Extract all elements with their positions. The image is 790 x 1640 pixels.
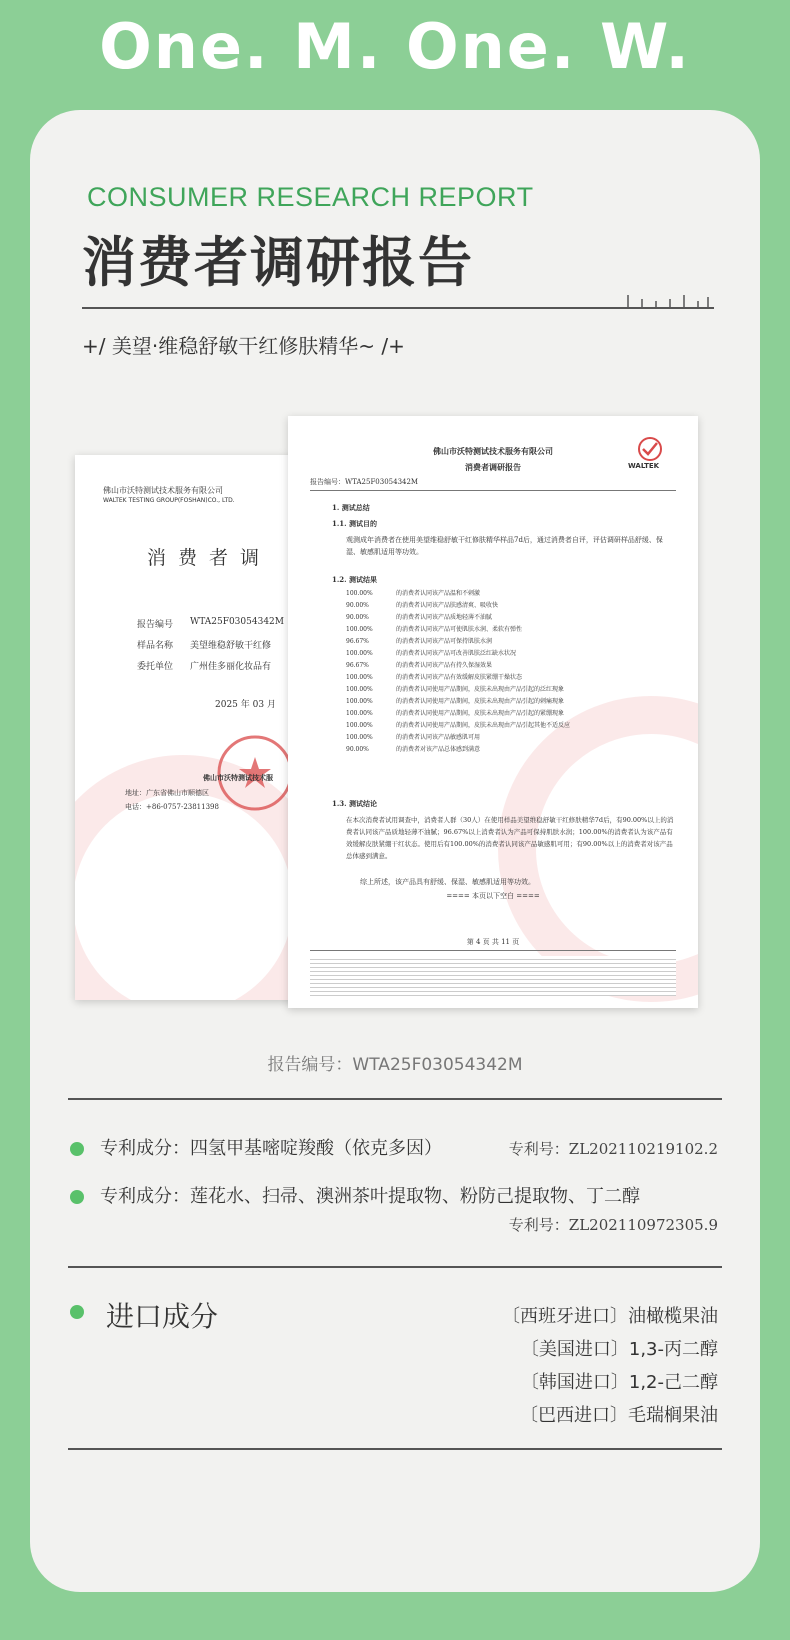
cover-sample-value: 美望维稳舒敏干红修 [190, 641, 272, 651]
results-list [346, 588, 676, 756]
cover-sample-label: 样品名称 [137, 641, 174, 651]
divider-2 [68, 1266, 722, 1268]
english-title: CONSUMER RESEARCH REPORT [87, 182, 534, 212]
import-item: 〔韩国进口〕1,2-己二醇 [520, 1372, 718, 1393]
cover-company-en: WALTEK TESTING GROUP(FOSHAN)CO., LTD. [103, 497, 235, 504]
results-report-no: 报告编号：WTA25F03054342M [310, 478, 419, 486]
import-item: 〔巴西进口〕毛瑞榈果油 [520, 1405, 718, 1426]
cover-stamp-text: 佛山市沃特测试技术服 [203, 773, 273, 782]
title-divider [82, 307, 714, 309]
content-card [30, 110, 760, 1592]
waltek-logo-icon [634, 436, 666, 462]
bullet-dot-icon [70, 1142, 84, 1156]
cover-date: 2025 年 03 月 [215, 700, 276, 710]
patent-ingredient-1: 专利成分：四氢甲基嘧啶羧酸（依克多因） [100, 1138, 442, 1159]
result-row: 100.00% 的消费者认同该产品可使肌肤水润、柔软有弹性 [346, 626, 523, 633]
result-row: 100.00% 的消费者认同该产品可改善肌肤泛红缺水状况 [346, 650, 517, 657]
section-1-1: 1.1. 测试目的 [332, 519, 378, 528]
footer-fine-print [310, 956, 676, 996]
page-number: 第 4 页 共 11 页 [466, 938, 520, 946]
summary-text: 综上所述，该产品具有舒缓、保湿、敏感肌适用等功效。 [360, 878, 535, 886]
section-1-3: 1.3. 测试结论 [332, 799, 378, 808]
result-row: 90.00% 的消费者对该产品总体感到满意 [346, 746, 481, 753]
patent-ingredient-2: 专利成分：莲花水、扫帚、澳洲茶叶提取物、粉防己提取物、丁二醇 [100, 1186, 640, 1207]
waltek-logo-text: WALTEK [628, 462, 660, 470]
cover-phone: 电话：+86-0757-23811398 [125, 803, 219, 811]
cover-title: 消费者调 [147, 547, 272, 569]
result-row: 100.00% 的消费者认同使用产品期间，皮肤未出现由产品引起的刺痛现象 [346, 698, 565, 705]
section-1-2: 1.2. 测试结果 [332, 575, 378, 584]
result-row: 100.00% 的消费者认同该产品有效缓解皮肤紧绷干燥状态 [346, 674, 523, 681]
report-cover-page [75, 455, 295, 1000]
end-marker: ==== 本页以下空白 ==== [446, 892, 540, 900]
patent-number-2: 专利号：ZL202110972305.9 [508, 1216, 718, 1234]
result-row: 100.00% 的消费者认同该产品温和不刺激 [346, 590, 481, 597]
purpose-text: 观测成年消费者在使用美望维稳舒敏干红修肤精华样品7d后，通过消费者自评，评估调研样品舒缓、保湿、敏感肌适用等功效。 [346, 536, 663, 556]
import-ingredients-title: 进口成分 [106, 1300, 219, 1333]
import-item: 〔美国进口〕1,3-丙二醇 [520, 1339, 718, 1360]
ruler-ticks-icon [626, 295, 710, 307]
product-name: +/ 美望·维稳舒敏干红修肤精华~ /+ [82, 334, 405, 358]
cover-report-no-label: 报告编号 [137, 620, 174, 630]
results-doc-title: 消费者调研报告 [465, 462, 521, 472]
patent-number-1: 专利号：ZL202110219102.2 [508, 1140, 718, 1158]
cover-company-cn: 佛山市沃特测试技术服务有限公司 [103, 486, 223, 495]
cover-report-no-value: WTA25F03054342M [190, 617, 284, 627]
bullet-dot-icon [70, 1190, 84, 1204]
cover-address: 地址：广东省佛山市顺德区 [125, 789, 209, 797]
report-results-page [288, 416, 698, 1008]
bullet-dot-icon [70, 1305, 84, 1319]
cover-client-value: 广州佳多丽化妆品有 [190, 662, 272, 672]
report-number-caption: 报告编号：WTA25F03054342M [267, 1055, 523, 1075]
cover-client-label: 委托单位 [137, 662, 174, 672]
results-header-rule [310, 490, 676, 491]
result-row: 96.67% 的消费者认同该产品有持久保湿效果 [346, 662, 493, 669]
conclusion-text: 在本次消费者试用调查中，消费者人群（30人）在使用样品美望维稳舒敏干红修肤精华7d后，有90.00%以上的消费者认同该产品质地轻薄不油腻；96.67%以上消费者认为产品可保持肌肤水润；100.00%的消费者认为该产品有效缓解皮肤紧绷干红状态。使用后有100.00%的消费者认同该产品敏感肌可用；有90.00%以上的消费者对该产品总体感到满意。 [346, 816, 674, 860]
divider-1 [68, 1098, 722, 1100]
brand-logo: One. M. One. W. [99, 10, 691, 83]
result-row: 100.00% 的消费者认同使用产品期间，皮肤未出现由产品引起的紧绷现象 [346, 710, 565, 717]
import-item: 〔西班牙进口〕油橄榄果油 [502, 1306, 718, 1327]
result-row: 96.67% 的消费者认同该产品可保持肌肤水润 [346, 638, 493, 645]
result-row: 100.00% 的消费者认同使用产品期间，皮肤未出现由产品引起的泛红现象 [346, 686, 565, 693]
results-footer-rule [310, 950, 676, 951]
result-row: 90.00% 的消费者认同该产品质地轻薄不油腻 [346, 614, 493, 621]
result-row: 100.00% 的消费者认同该产品敏感肌可用 [346, 734, 481, 741]
result-row: 90.00% 的消费者认同该产品肤感清爽、吸收快 [346, 602, 499, 609]
results-company: 佛山市沃特测试技术服务有限公司 [433, 446, 553, 456]
section-1: 1. 测试总结 [332, 503, 370, 512]
result-row: 100.00% 的消费者认同使用产品期间，皮肤未出现由产品引起其他不适反应 [346, 722, 571, 729]
divider-3 [68, 1448, 722, 1450]
chinese-title: 消费者调研报告 [82, 231, 474, 294]
